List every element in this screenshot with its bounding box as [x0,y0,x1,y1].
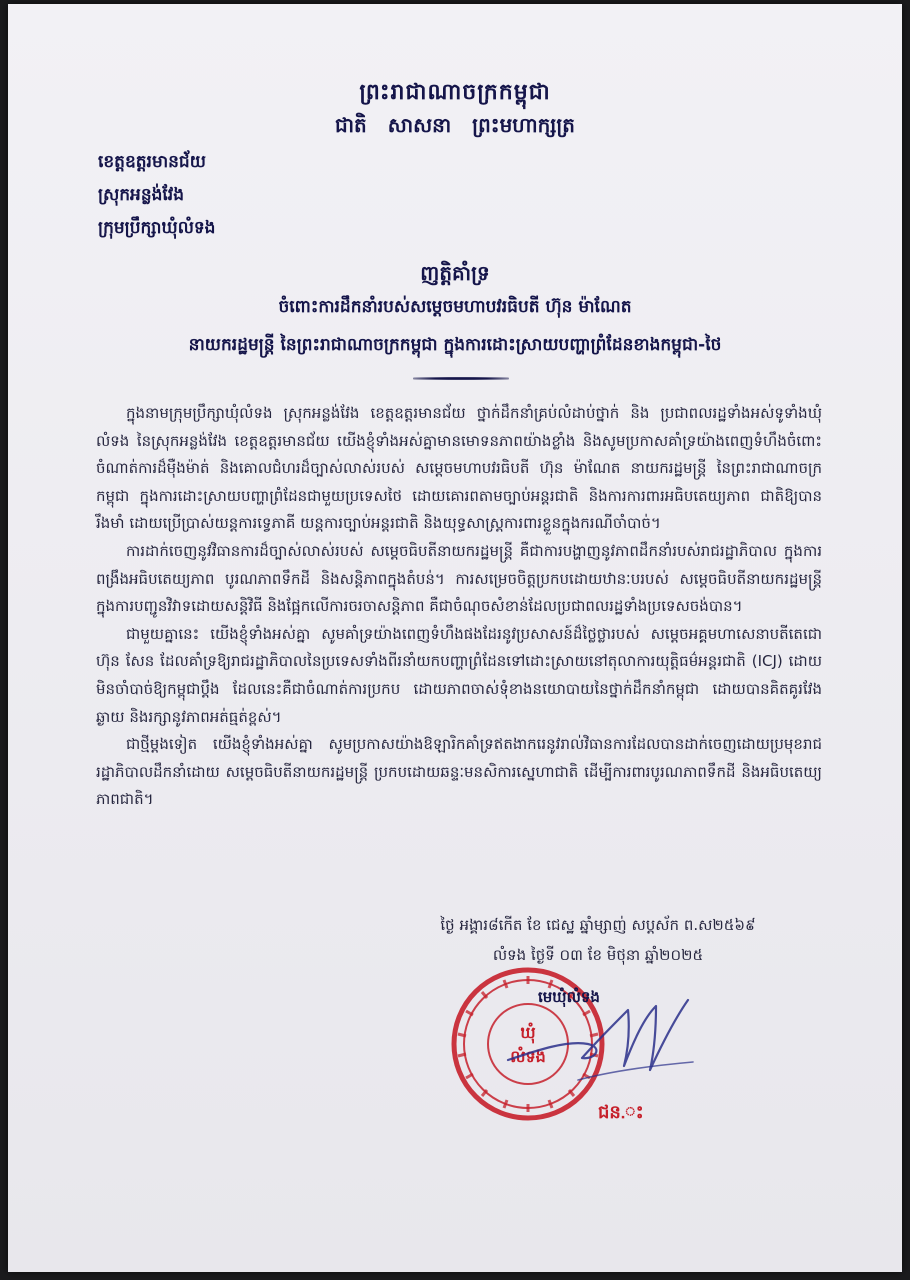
national-motto: ជាតិ សាសនា ព្រះមហាក្សត្រ [335,113,575,137]
seal-text-top: ឃុំ [520,1023,536,1042]
body-paragraph-2: ការដាក់ចេញនូវវិធានការដ៏ច្បាស់លាស់របស់ សម្តេចធិបតីនាយករដ្ឋមន្ត្រី គឺជាការបង្ហាញនូវភាពដឹកនាំរបស់រាជរដ្ឋាភិបាល ក្នុងការពង្រឹងអធិបតេយ្យភាព បូរណភាពទឹកដី និងសន្តិភាពក្នុងតំបន់។ ការសម្រេចចិត្តប្រកបដោយឋានៈបរបស់ សម្តេចធិបតីនាយករដ្ឋមន្ត្រី ក្នុងការបញ្ជូនវិវាទដោយសន្តិវិធី និងផ្អែកលើការចរចាសន្តិភាព គឺជាចំណុចសំខាន់ដែលប្រជាពលរដ្ឋទាំងប្រទេសចង់បាន។ [96,541,822,616]
body-paragraph-4: ជាថ្មីម្តងទៀត យើងខ្ញុំទាំងអស់គ្នា សូមប្រកាសយ៉ាងឱឡារិកគាំទ្រឥតងាករេនូវរាល់វិធានការដែលបានដាក់ចេញដោយប្រមុខរាជរដ្ឋាភិបាលដឹកនាំដោយ សម្តេចធិបតីនាយករដ្ឋមន្ត្រី ប្រកបដោយឆន្ទៈមនសិការស្នេហាជាតិ ដើម្បីការពារបូរណភាពទឹកដី និងអធិបតេយ្យភាពជាតិ។ [96,735,822,809]
body-paragraph-1: ក្នុងនាមក្រុមប្រឹក្សាឃុំលំទង ស្រុកអន្លង់វែង ខេត្តឧត្តរមានជ័យ ថ្នាក់ដឹកនាំគ្រប់លំដាប់ថ្នាក់ និង ប្រជាពលរដ្ឋទាំងអស់ទូទាំងឃុំលំទង នៃស្រុកអន្លង់វែង ខេត្តឧត្តរមានជ័យ យើងខ្ញុំទាំងអស់គ្នាមានមោទនភាពយ៉ាងខ្លាំង និងសូមប្រកាសគាំទ្រយ៉ាងពេញទំហឹងចំពោះចំណាត់ការដ៏ម៉ឺងម៉ាត់ និងគោលជំហរដ៏ច្បាស់លាស់របស់ សម្តេចមហាបវរធិបតី ហ៊ុន ម៉ាណែត នាយករដ្ឋមន្ត្រី នៃព្រះរាជាណាចក្រកម្ពុជា ក្នុងការដោះស្រាយបញ្ហាព្រំដែនជាមួយប្រទេសថៃ ដោយគោរពតាមច្បាប់អន្តរជាតិ និងការការពារអធិបតេយ្យភាព ជាតិឱ្យបានរឹងមាំ ដោយប្រើប្រាស់យន្តការទ្វេភាគី យន្តការច្បាប់អន្តរជាតិ និងយុទ្ធសាស្ត្រការពារខ្លួនក្នុងករណីចាំបាច់។ [96,404,822,533]
subtitle-line-1: ចំពោះការដឹកនាំរបស់សម្តេចមហាបវរធិបតី ហ៊ុន ម៉ាណែត [278,297,632,317]
seal-text-bottom: លំទង [510,1047,546,1066]
commune-label: ក្រុមប្រឹក្សាឃុំលំទង [98,218,216,238]
title-divider [413,377,509,380]
document-body [96,400,822,814]
signer-title: មេឃុំលំទង [538,988,600,1006]
body-paragraph-3: ជាមួយគ្នានេះ យើងខ្ញុំទាំងអស់គ្នា សូមគាំទ្រយ៉ាងពេញទំហឹងផងដែរនូវប្រសាសន៍ដ៏ថ្លៃថ្លារបស់ សម្តេចអគ្គមហាសេនាបតីតេជោ ហ៊ុន សែន ដែលគាំទ្រឱ្យរាជរដ្ឋាភិបាលនៃប្រទេសទាំងពីរនាំយកបញ្ហាព្រំដែនទៅដោះស្រាយនៅតុលាការយុត្តិធម៌អន្តរជាតិ (ICJ) ដោយមិនចាំបាច់ឱ្យកម្ពុជាប្តឹង ដែលនេះគឺជាចំណាត់ការប្រកប ដោយភាពចាស់ទុំខាងនយោបាយនៃថ្នាក់ដឹកនាំកម្ពុជា ដោយបានគិតគូរវែងឆ្ងាយ និងរក្សានូវភាពអត់ធ្មត់ខ្ពស់។ [96,624,822,726]
document-page [8,4,902,1272]
province-label: ខេត្តឧត្តរមានជ័យ [98,152,206,172]
subtitle-line-2: នាយករដ្ឋមន្ត្រី នៃព្រះរាជាណាចក្រកម្ពុជា ក្នុងការដោះស្រាយបញ្ហាព្រំដែនខាងកម្ពុជា-ថៃ [188,335,722,355]
lunar-date: ថ្ងៃ អង្គារ៨កើត ខែ ជេស្ឋ ឆ្នាំម្សាញ់ សប្តស័ក ព.ស២៥៦៩ [440,916,756,934]
kingdom-heading: ព្រះរាជាណាចក្រកម្ពុជា [359,80,551,105]
solar-date: លំទង ថ្ងៃទី ០៣ ខែ មិថុនា ឆ្នាំ២០២៥ [492,946,704,964]
handwritten-signature-icon [478,980,708,1090]
district-label: ស្រុកអន្លង់វែង [98,185,184,205]
document-title: ញត្តិគាំទ្រ [420,261,490,285]
issuing-authority [98,146,215,245]
date-block [368,910,828,970]
signer-name-mark: ជន.ះ [598,1102,644,1123]
